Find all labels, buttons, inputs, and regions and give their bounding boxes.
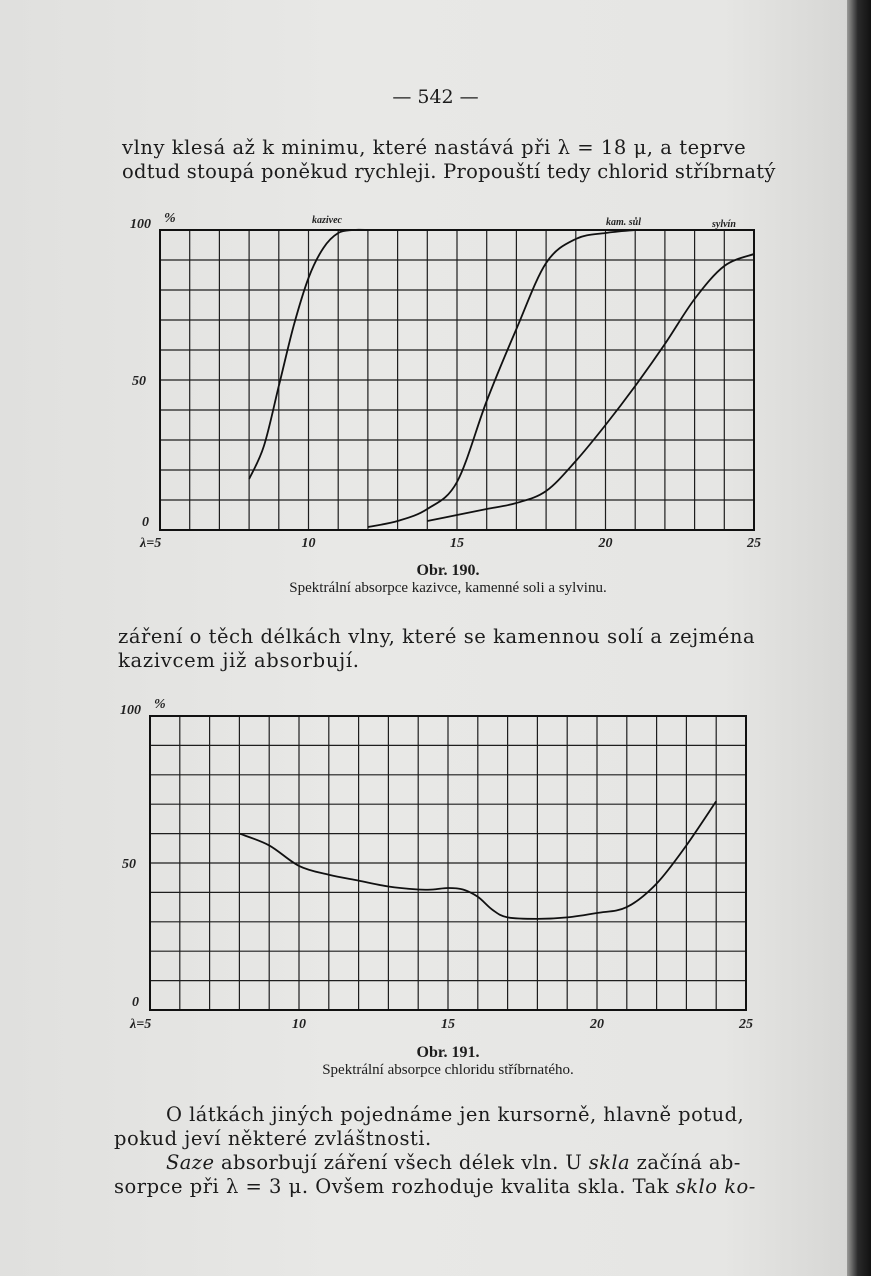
page-number: — 542 — [392, 86, 479, 108]
y-tick-label: 50 [132, 374, 146, 389]
x-tick-label: 25 [739, 1017, 753, 1032]
figure-190-description: Spektrální absorpce kazivce, kamenné soli a sylvinu. [289, 580, 607, 596]
y-tick-label: 100 [120, 703, 141, 718]
figure-191-caption [200, 1044, 696, 1079]
paragraph-line: kazivcem již absorbují. [118, 649, 360, 672]
emphasis-saze: Saze [166, 1151, 215, 1174]
y-unit-label: % [164, 211, 176, 226]
x-tick-label: 20 [598, 536, 613, 551]
paragraph-line: pokud jeví některé zvláštnosti. [114, 1127, 432, 1150]
emphasis-skla: skla [588, 1151, 631, 1174]
paragraph-line: odtud stoupá poněkud rychleji. Propouští tedy chlorid stříbrnatý [122, 160, 776, 183]
x-tick-label: 25 [747, 536, 761, 551]
chart-grid [150, 716, 746, 1010]
paragraph-3 [114, 1103, 770, 1199]
paragraph-line: záření o těch délkách vlny, které se kamennou solí a zejména [118, 625, 756, 648]
paragraph-line: O látkách jiných pojednáme jen kursorně, hlavně potud, [166, 1103, 745, 1126]
x-tick-label: λ=5 [140, 536, 162, 551]
figure-191-description: Spektrální absorpce chloridu stříbrnatého. [322, 1062, 574, 1078]
x-tick-label: 15 [441, 1017, 455, 1032]
y-tick-label: 0 [142, 515, 149, 530]
paragraph-text: absorbují záření všech délek vln. U [214, 1151, 589, 1174]
y-tick-label: 100 [130, 217, 151, 232]
emphasis-sklo-ko: sklo ko- [675, 1175, 756, 1198]
y-unit-label: % [154, 697, 166, 712]
paragraph-text: sorpce při λ = 3 μ. Ovšem rozhoduje kvalita skla. Tak [114, 1175, 676, 1198]
curve-label: sylvín [712, 219, 736, 230]
paragraph-text: začíná ab- [630, 1151, 741, 1174]
x-tick-label: λ=5 [130, 1017, 152, 1032]
paragraph-line [114, 1151, 770, 1175]
y-tick-label: 50 [122, 857, 136, 872]
figure-190-number: Obr. 190. [416, 562, 480, 579]
x-tick-label: 10 [292, 1017, 306, 1032]
x-tick-label: 10 [301, 536, 316, 551]
x-tick-label: 15 [450, 536, 464, 551]
x-tick-label: 20 [590, 1017, 604, 1032]
paragraph-line [114, 1175, 770, 1199]
curve-label: kazivec [312, 215, 342, 226]
paragraph-line: vlny klesá až k minimu, které nastává při λ = 18 μ, a teprve [122, 136, 747, 159]
y-tick-label: 0 [132, 995, 139, 1010]
figure-191-number: Obr. 191. [416, 1044, 480, 1061]
curve-label: kam. sůl [606, 217, 642, 228]
